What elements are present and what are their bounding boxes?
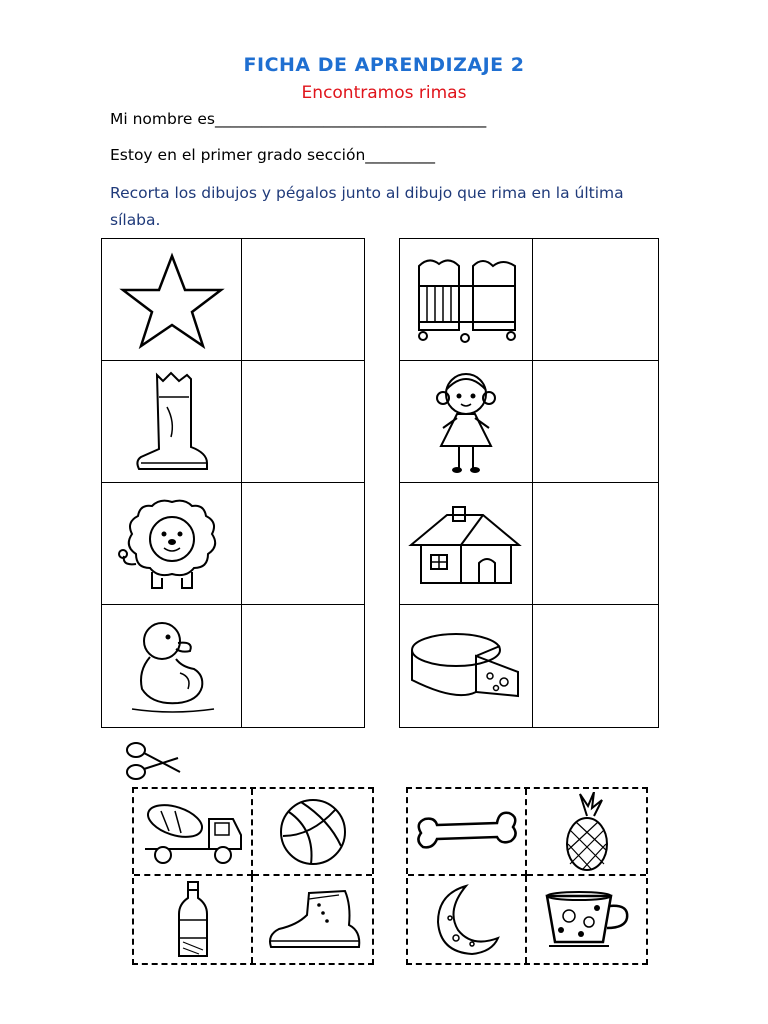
paste-slot[interactable]	[533, 483, 658, 605]
bottle-icon	[173, 880, 213, 960]
duck-icon	[122, 611, 222, 721]
cutout-shoe[interactable]	[253, 876, 372, 963]
cell-lion	[102, 483, 242, 605]
instructions: Recorta los dibujos y pégalos junto al dibujo que rima en la última sílaba.	[110, 184, 624, 229]
grade-line: Estoy en el primer grado sección_________	[110, 146, 436, 164]
page-title: FICHA DE APRENDIZAJE 2	[243, 54, 525, 76]
cutout-bone[interactable]	[408, 789, 527, 876]
star-icon	[117, 250, 227, 350]
cell-duck	[102, 605, 242, 727]
paste-slot[interactable]	[242, 361, 364, 483]
ball-icon	[275, 794, 351, 870]
cutout-moon[interactable]	[408, 876, 527, 963]
paste-slot[interactable]	[242, 605, 364, 727]
cutout-cup[interactable]	[527, 876, 646, 963]
cutout-sheet-left	[132, 787, 374, 965]
pineapple-icon	[562, 792, 612, 872]
cheese-icon	[406, 626, 526, 706]
cell-cheese	[400, 605, 533, 727]
cutout-bottle[interactable]	[134, 876, 253, 963]
cell-house	[400, 483, 533, 605]
moon-icon	[432, 882, 502, 958]
matching-table-left	[101, 238, 365, 728]
paste-slot[interactable]	[242, 239, 364, 361]
doll-icon	[421, 366, 511, 478]
name-line: Mi nombre es___________________________________	[110, 110, 487, 128]
paste-slot[interactable]	[533, 361, 658, 483]
lion-icon	[112, 494, 232, 594]
scissors-icon	[122, 738, 184, 784]
cell-crib	[400, 239, 533, 361]
boot-icon	[127, 367, 217, 477]
cutout-sheet-right	[406, 787, 648, 965]
cell-star	[102, 239, 242, 361]
paste-slot[interactable]	[242, 483, 364, 605]
paste-slot[interactable]	[533, 239, 658, 361]
page-subtitle: Encontramos rimas	[301, 83, 467, 103]
cutout-ball[interactable]	[253, 789, 372, 876]
house-icon	[407, 499, 525, 589]
matching-table-right	[399, 238, 659, 728]
bone-icon	[415, 807, 519, 857]
shoe-icon	[263, 885, 363, 955]
cutout-pineapple[interactable]	[527, 789, 646, 876]
crib-icon	[409, 252, 524, 347]
cell-boot	[102, 361, 242, 483]
paste-slot[interactable]	[533, 605, 658, 727]
cutout-cement-truck[interactable]	[134, 789, 253, 876]
cement-truck-icon	[139, 797, 247, 867]
cell-doll	[400, 361, 533, 483]
cup-icon	[539, 888, 635, 952]
